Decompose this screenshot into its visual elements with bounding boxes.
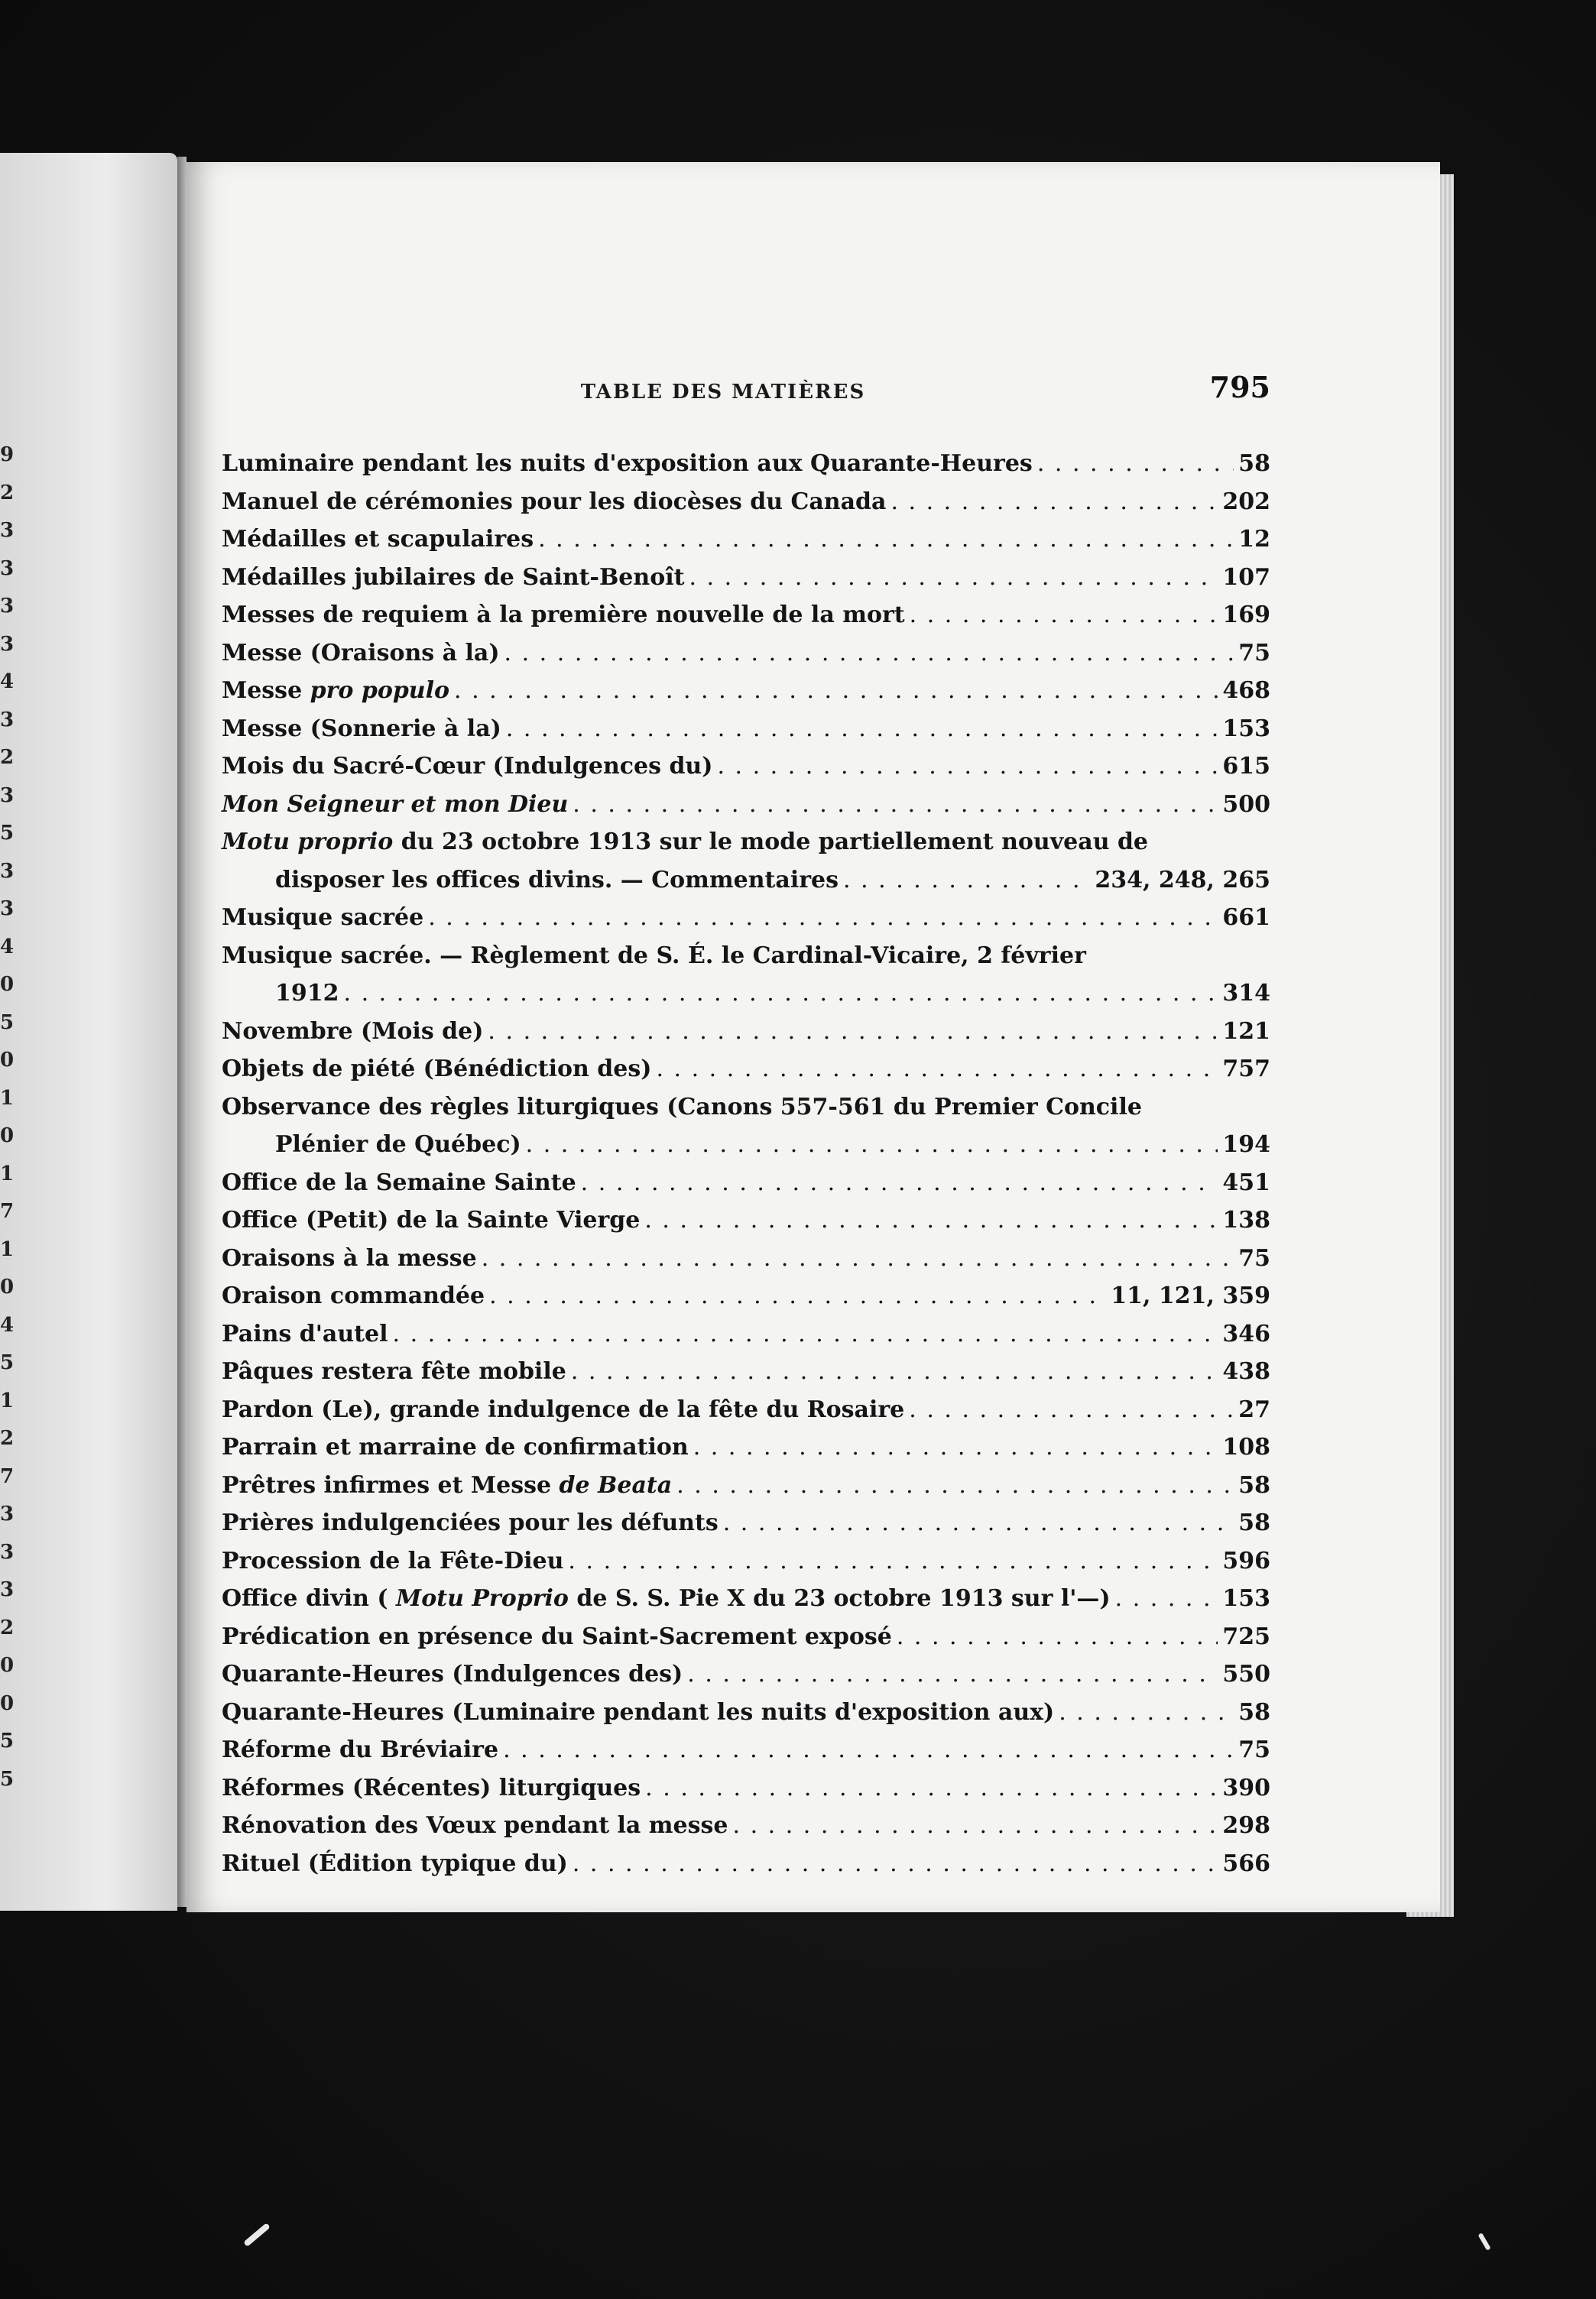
toc-entry	[222, 1467, 1270, 1505]
toc-page-ref: 58	[1238, 1509, 1270, 1536]
toc-entry-line	[222, 1088, 1270, 1127]
toc-page-ref: 346	[1222, 1320, 1270, 1347]
toc-page-ref: 58	[1238, 1471, 1270, 1499]
toc-entry-text: Prédication en présence du Saint-Sacrement exposé	[222, 1623, 892, 1650]
toc-entry-text: Oraison commandée	[222, 1282, 485, 1309]
left-page-number: 1	[0, 1237, 14, 1261]
toc-entry-text: Prières indulgenciées pour les défunts	[222, 1509, 719, 1536]
toc-entry	[222, 747, 1270, 786]
toc-entry-text: Manuel de cérémonies pour les diocèses du Canada	[222, 488, 887, 515]
toc-page-ref: 75	[1238, 1736, 1270, 1763]
dot-leader	[890, 483, 1218, 521]
toc-entry	[222, 861, 1270, 900]
toc-entry	[222, 1845, 1270, 1883]
left-page-number: 3	[0, 519, 14, 542]
toc-entry	[222, 1731, 1270, 1769]
toc-entry-plain: de S. S. Pie X du 23 octobre 1913 sur l'—)	[568, 1585, 1111, 1612]
left-page-number: 5	[0, 822, 14, 845]
toc-page-ref: 169	[1222, 602, 1270, 628]
toc-page-ref: 194	[1222, 1131, 1270, 1158]
toc-page-ref: 75	[1238, 1244, 1270, 1272]
toc-entry	[222, 1655, 1270, 1694]
dot-leader	[843, 861, 1090, 900]
left-page-number: 3	[0, 1540, 14, 1564]
toc-entry	[222, 1315, 1270, 1354]
left-page-number: 2	[0, 746, 14, 769]
page-content	[222, 370, 1270, 1882]
dot-leader	[1059, 1694, 1234, 1732]
toc-entry-text: Rituel (Édition typique du)	[222, 1850, 568, 1877]
dot-leader	[717, 747, 1218, 786]
dot-leader	[676, 1467, 1234, 1505]
toc-page-ref: 58	[1238, 1698, 1270, 1726]
toc-entry-text: Réforme du Bréviaire	[222, 1736, 499, 1763]
toc-entry	[222, 1164, 1270, 1202]
toc-page-ref: 121	[1222, 1017, 1270, 1045]
toc-entry-text: disposer les offices divins. — Commentaires	[275, 866, 839, 893]
left-page-number: 3	[0, 1503, 14, 1526]
toc-page-ref: 725	[1222, 1623, 1270, 1650]
toc-entry-italic: Mon Seigneur et mon Dieu	[222, 790, 569, 818]
toc-entry-text: Musique sacrée	[222, 904, 424, 931]
toc-entry	[222, 1391, 1270, 1429]
toc-entry-line	[222, 823, 1270, 861]
left-page-number: 3	[0, 783, 14, 807]
left-page-number: 5	[0, 1010, 14, 1034]
dot-leader	[344, 974, 1218, 1013]
left-page-number: 0	[0, 973, 14, 996]
toc-entry-text: Quarante-Heures (Luminaire pendant les nuits d'exposition aux)	[222, 1698, 1055, 1726]
left-page-number: 7	[0, 1464, 14, 1488]
toc-page-ref: 12	[1238, 526, 1270, 553]
toc-page-ref: 27	[1238, 1396, 1270, 1423]
table-of-contents	[222, 445, 1270, 1882]
dot-leader	[482, 1240, 1234, 1278]
toc-entry	[222, 899, 1270, 937]
toc-page-ref: 566	[1222, 1850, 1270, 1877]
toc-entry-text: Quarante-Heures (Indulgences des)	[222, 1661, 683, 1688]
dot-leader	[909, 1391, 1234, 1429]
toc-entry	[222, 786, 1270, 824]
toc-entry	[222, 1504, 1270, 1542]
dot-leader	[573, 1845, 1218, 1883]
toc-page-ref: 107	[1222, 563, 1270, 591]
toc-entry	[222, 1240, 1270, 1278]
toc-page-ref: 550	[1222, 1661, 1270, 1688]
toc-entry-text: Messe (Sonnerie à la)	[222, 715, 501, 742]
toc-entry	[222, 1126, 1270, 1164]
toc-page-ref: 451	[1222, 1169, 1270, 1196]
toc-page-ref: 390	[1222, 1774, 1270, 1801]
toc-entry-text: 1912	[275, 980, 339, 1007]
toc-entry-italic: Motu Proprio	[396, 1585, 569, 1612]
toc-page-ref: 138	[1222, 1207, 1270, 1234]
left-page-number: 3	[0, 632, 14, 656]
toc-entry-text: Musique sacrée. — Règlement de S. É. le Cardinal-Vicaire, 2 février	[222, 942, 1086, 969]
left-page-number: 0	[0, 1276, 14, 1299]
toc-page-ref: 298	[1222, 1812, 1270, 1839]
toc-entry-italic: pro populo	[310, 677, 450, 704]
dot-leader	[733, 1807, 1218, 1845]
left-page-number: 0	[0, 1691, 14, 1715]
toc-entry-text	[222, 1580, 1111, 1618]
toc-entry-text	[222, 786, 568, 824]
toc-entry-plain: Prêtres infirmes et Messe	[222, 1471, 560, 1499]
dot-leader	[428, 899, 1218, 937]
toc-entry	[222, 1277, 1270, 1315]
toc-entry	[222, 559, 1270, 597]
toc-entry	[222, 1542, 1270, 1581]
toc-entry-italic: de Beata	[559, 1471, 673, 1499]
dot-leader	[488, 1013, 1218, 1051]
toc-entry	[222, 672, 1270, 710]
toc-page-ref: 108	[1222, 1434, 1270, 1461]
left-page-number: 3	[0, 708, 14, 731]
toc-page-ref: 661	[1222, 904, 1270, 931]
toc-entry-text: Objets de piété (Bénédiction des)	[222, 1055, 652, 1082]
toc-entry	[222, 1428, 1270, 1467]
toc-entry	[222, 445, 1270, 483]
toc-entry-text: Procession de la Fête-Dieu	[222, 1547, 564, 1574]
left-page-number: 1	[0, 1389, 14, 1412]
toc-page-ref: 234, 248, 265	[1095, 866, 1270, 893]
toc-page-ref: 58	[1238, 450, 1270, 477]
left-page-numbers	[0, 153, 14, 1911]
dot-leader	[568, 1542, 1218, 1581]
toc-entry-text: Observance des règles liturgiques (Canons 557-561 du Premier Concile	[222, 1093, 1142, 1120]
dot-leader	[581, 1164, 1218, 1202]
dot-leader	[1037, 445, 1234, 483]
toc-page-ref: 468	[1222, 677, 1270, 704]
left-page-number: 5	[0, 1351, 14, 1374]
toc-entry-text: Rénovation des Vœux pendant la messe	[222, 1812, 728, 1839]
toc-entry	[222, 1050, 1270, 1088]
toc-entry	[222, 1807, 1270, 1845]
book-gutter	[177, 157, 187, 1907]
left-page-number: 1	[0, 1162, 14, 1185]
toc-entry	[222, 1353, 1270, 1391]
toc-entry	[222, 596, 1270, 634]
toc-page-ref: 153	[1222, 1585, 1270, 1612]
dot-leader	[1115, 1580, 1218, 1618]
left-page-number: 3	[0, 859, 14, 883]
dot-leader	[644, 1201, 1218, 1240]
toc-page-ref: 757	[1222, 1055, 1270, 1082]
toc-entry-text: Novembre (Mois de)	[222, 1017, 484, 1045]
toc-page-ref: 11, 121, 359	[1111, 1282, 1270, 1309]
toc-entry-italic: Motu proprio	[222, 828, 394, 855]
left-page-number: 4	[0, 670, 14, 693]
dot-leader	[504, 634, 1234, 673]
toc-entry-plain: Messe	[222, 677, 310, 704]
toc-entry	[222, 634, 1270, 673]
toc-entry-text: Pardon (Le), grande indulgence de la fête du Rosaire	[222, 1396, 905, 1423]
left-page-number: 3	[0, 595, 14, 618]
toc-page-ref: 500	[1222, 790, 1270, 818]
toc-entry-text: Office de la Semaine Sainte	[222, 1169, 576, 1196]
left-page-number: 0	[0, 1654, 14, 1677]
toc-entry-text: Messe (Oraisons à la)	[222, 639, 500, 666]
left-page-number: 5	[0, 1767, 14, 1791]
toc-entry	[222, 974, 1270, 1013]
left-page-number: 0	[0, 1124, 14, 1147]
toc-entry-text: Oraisons à la messe	[222, 1244, 477, 1272]
page-number: 795	[1209, 370, 1270, 404]
dot-leader	[571, 1353, 1218, 1391]
toc-page-ref: 596	[1222, 1547, 1270, 1574]
dot-leader	[506, 710, 1218, 748]
toc-page-ref: 314	[1222, 980, 1270, 1007]
toc-entry	[222, 1201, 1270, 1240]
left-page-number: 1	[0, 1086, 14, 1110]
page-title: TABLE DES MATIÈRES	[580, 381, 866, 404]
left-page-number: 7	[0, 1200, 14, 1223]
dot-leader	[645, 1769, 1218, 1808]
dot-leader	[573, 786, 1218, 824]
left-page-number: 2	[0, 1616, 14, 1639]
left-page-number: 3	[0, 897, 14, 920]
toc-page-ref: 202	[1222, 488, 1270, 515]
toc-entry-text: Parrain et marraine de confirmation	[222, 1434, 689, 1461]
toc-entry-text: Mois du Sacré-Cœur (Indulgences du)	[222, 753, 713, 780]
toc-page-ref: 438	[1222, 1358, 1270, 1385]
toc-entry-text: Médailles et scapulaires	[222, 526, 534, 553]
dot-leader	[393, 1315, 1218, 1354]
left-page-number: 4	[0, 1313, 14, 1337]
toc-entry-text: Médailles jubilaires de Saint-Benoît	[222, 563, 685, 591]
toc-entry-text	[222, 1467, 672, 1505]
left-page-number: 5	[0, 1730, 14, 1753]
dot-leader	[693, 1428, 1218, 1467]
left-page-number: 3	[0, 556, 14, 580]
toc-entry-text: Pains d'autel	[222, 1320, 388, 1347]
toc-entry	[222, 1580, 1270, 1618]
left-page-number: 2	[0, 481, 14, 504]
dot-leader	[454, 672, 1218, 710]
toc-entry-text: Réformes (Récentes) liturgiques	[222, 1774, 641, 1801]
left-page-number: 2	[0, 1427, 14, 1450]
toc-entry	[222, 1013, 1270, 1051]
toc-entry-text	[222, 672, 449, 710]
dot-leader	[687, 1655, 1218, 1694]
toc-entry-text: Office (Petit) de la Sainte Vierge	[222, 1207, 641, 1234]
left-page-edge	[0, 153, 177, 1911]
toc-page-ref: 153	[1222, 715, 1270, 742]
toc-page-ref: 75	[1238, 639, 1270, 666]
dot-leader	[689, 559, 1218, 597]
dot-leader	[526, 1126, 1218, 1164]
toc-entry-line	[222, 937, 1270, 975]
toc-entry-text: Pâques restera fête mobile	[222, 1358, 566, 1385]
toc-entry	[222, 1694, 1270, 1732]
dot-leader	[897, 1618, 1218, 1656]
toc-entry-plain: Office divin (	[222, 1585, 397, 1612]
running-header	[222, 370, 1270, 416]
toc-entry	[222, 520, 1270, 559]
toc-entry	[222, 483, 1270, 521]
toc-entry	[222, 710, 1270, 748]
toc-entry-text: Messes de requiem à la première nouvelle de la mort	[222, 602, 905, 628]
toc-entry	[222, 1769, 1270, 1808]
dot-leader	[656, 1050, 1218, 1088]
toc-entry-text: du 23 octobre 1913 sur le mode partiellement nouveau de	[393, 828, 1149, 855]
dot-leader	[489, 1277, 1106, 1315]
toc-page-ref: 615	[1222, 753, 1270, 780]
left-page-number: 0	[0, 1049, 14, 1072]
dot-leader	[538, 520, 1234, 559]
left-page-number: 9	[0, 443, 14, 466]
left-page-number: 3	[0, 1578, 14, 1601]
dot-leader	[910, 596, 1218, 634]
toc-entry-text: Luminaire pendant les nuits d'exposition aux Quarante-Heures	[222, 450, 1033, 477]
toc-entry	[222, 1618, 1270, 1656]
dot-leader	[503, 1731, 1234, 1769]
dot-leader	[723, 1504, 1234, 1542]
left-page-number: 4	[0, 935, 14, 958]
toc-entry-text: Plénier de Québec)	[275, 1131, 521, 1158]
